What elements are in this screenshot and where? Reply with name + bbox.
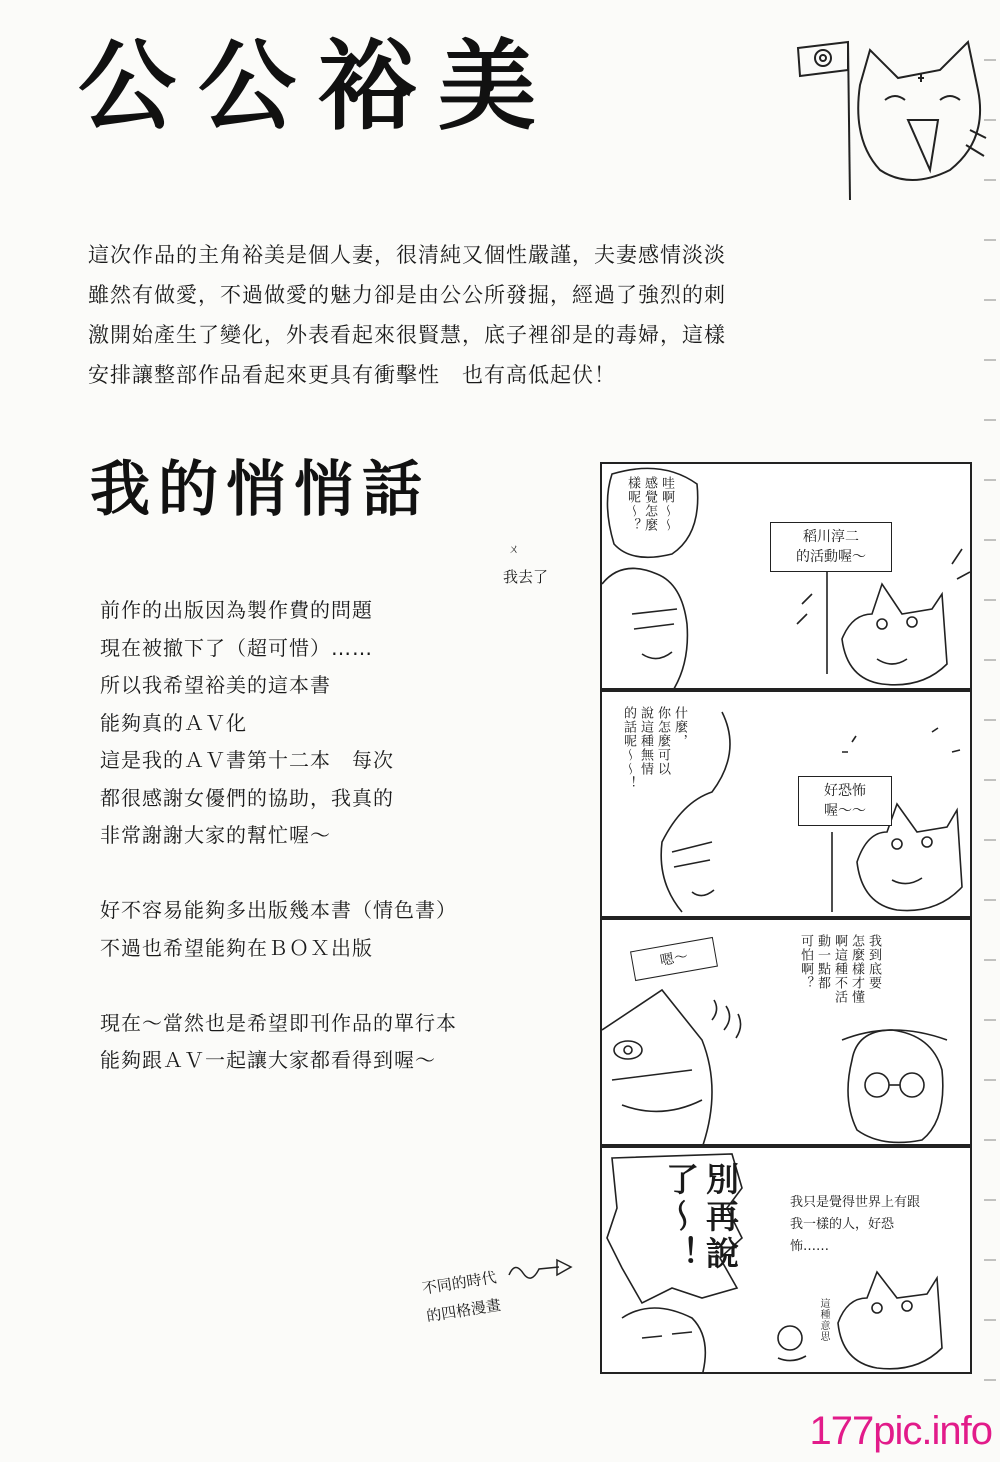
panel-2-sign: [798, 776, 892, 826]
bubble-line: 說這種無情: [638, 706, 653, 776]
bubble-line: 什麼，: [672, 706, 687, 748]
subtitle-note-mark: ㄨ: [508, 542, 521, 556]
comic-caption: [420, 1263, 503, 1330]
sign-line: 的活動喔～: [796, 549, 866, 565]
panel-2-bubble: [620, 706, 688, 846]
intro-line: 雖然有做愛，不過做愛的魅力卻是由公公所發掘，經過了強烈的刺: [88, 283, 726, 307]
intro-paragraph: [88, 235, 908, 395]
comic-panel-4: [600, 1146, 972, 1374]
panel-1-bubble: [624, 476, 675, 586]
comic-panel-1: [600, 462, 972, 690]
panel-4-small-note: 這種意思: [818, 1298, 829, 1342]
cat-doodle-illustration: [790, 30, 990, 205]
body-line: 不過也希望能夠在ＢＯＸ出版: [100, 935, 373, 960]
bubble-line: 我到底要: [866, 934, 881, 990]
comic-panel-2: [600, 690, 972, 918]
intro-line: 安排讓整部作品看起來更具有衝擊性 也有高低起伏！: [88, 363, 616, 387]
caption-line: 不同的時代: [420, 1268, 498, 1298]
bubble-line: 可怕啊？: [798, 934, 813, 990]
body-line: 非常謝謝大家的幫忙喔～: [100, 823, 331, 847]
body-line: 現在～當然也是希望即刊作品的單行本: [100, 1010, 457, 1035]
bubble-line: 的話呢～～！: [621, 706, 636, 790]
bubble-line: 怎麼樣才懂: [849, 934, 864, 1004]
sign-line: 好恐怖: [824, 783, 866, 799]
bubble-line: 啊這種不活: [832, 934, 847, 1004]
body-line: 這是我的ＡＶ書第十二本 每次: [100, 748, 394, 772]
margin-ticks-decoration: [980, 0, 1000, 1462]
section-title: 我的悄悄話: [90, 455, 430, 525]
body-line: 都很感謝女優們的協助，我真的: [100, 785, 394, 810]
body-line: 好不容易能夠多出版幾本書（情色書）: [100, 898, 457, 922]
panel-4-drawing: [602, 1148, 972, 1374]
body-line: 能夠真的ＡＶ化: [100, 710, 247, 735]
arrow-doodle: [505, 1255, 575, 1285]
subtitle-note: 我去了: [503, 568, 549, 586]
page-title: 公公裕美: [78, 30, 559, 144]
watermark-link[interactable]: 177pic.info: [809, 1409, 992, 1453]
panel-4-shout: [660, 1162, 740, 1282]
bubble-line: 哇啊～～: [659, 476, 674, 532]
comic-panel-3: [600, 918, 972, 1146]
bubble-line: 你怎麼可以: [655, 706, 670, 776]
body-line: 現在被撤下了（超可惜）……: [100, 635, 373, 660]
shout-line: 了～！: [661, 1162, 700, 1273]
body-paragraph: [100, 592, 457, 1080]
panel-3-bubble: [797, 934, 882, 1044]
intro-line: 這次作品的主角裕美是個人妻，很清純又個性嚴謹，夫妻感情淡淡: [88, 243, 726, 267]
body-line: 所以我希望裕美的這本書: [100, 673, 331, 697]
panel-1-sign: [770, 522, 892, 572]
body-line: [100, 967, 457, 1005]
body-line: 能夠跟ＡＶ一起讓大家都看得到喔～: [100, 1048, 436, 1072]
caption-line: 的四格漫畫: [425, 1295, 503, 1326]
panel-4-bubble: 我只是覺得世界上有跟我一樣的人，好恐怖……: [790, 1195, 921, 1254]
panel-3-sign: 嗯～: [630, 937, 718, 981]
bubble-line: 感覺怎麼: [642, 476, 657, 532]
body-line: 前作的出版因為製作費的問題: [100, 598, 373, 622]
bubble-line: 動一點都: [815, 934, 830, 990]
sign-line: 稻川淳二: [803, 529, 859, 545]
bubble-line: 樣呢～？: [625, 476, 640, 532]
shout-line: 別再說: [701, 1162, 740, 1273]
body-line: [100, 855, 457, 893]
sign-line: 喔～～: [824, 803, 866, 819]
intro-line: 激開始產生了變化，外表看起來很賢慧，底子裡卻是的毒婦，這樣: [88, 323, 726, 347]
